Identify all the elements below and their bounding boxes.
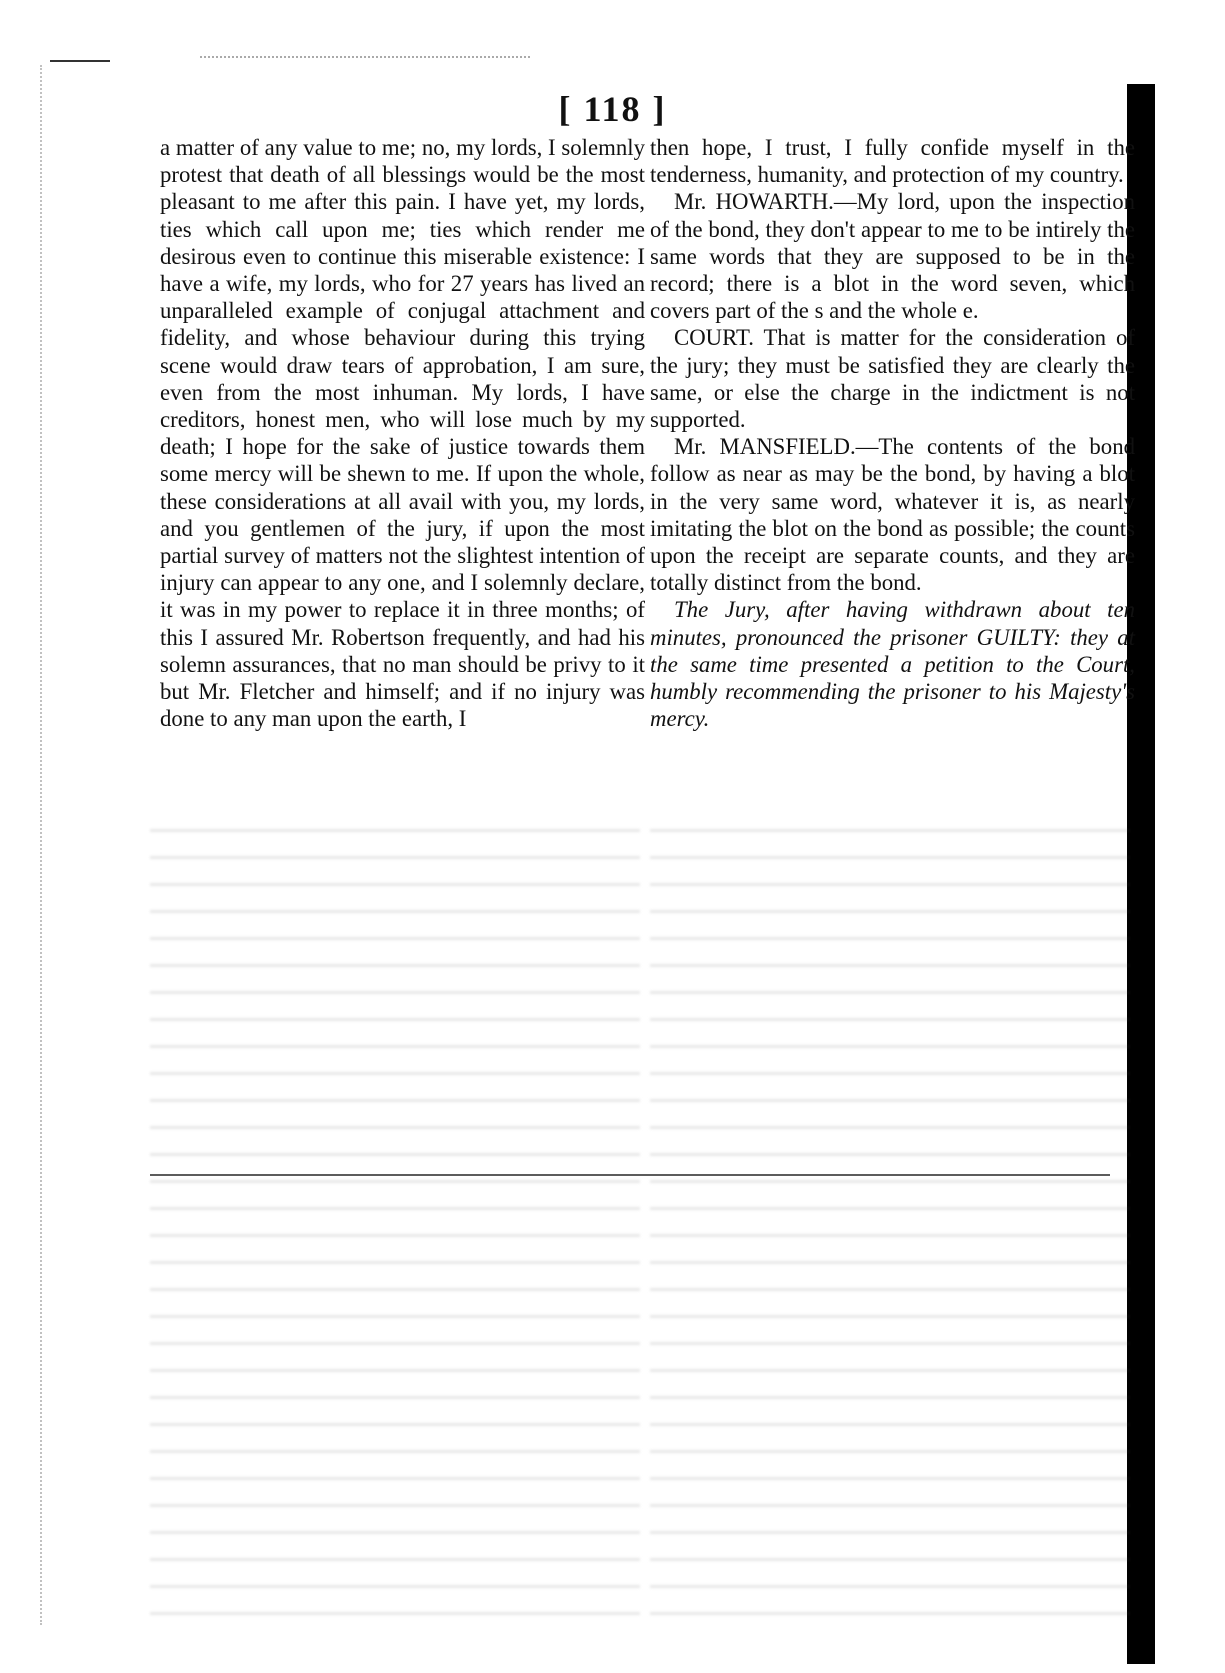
paragraph-court: COURT. That is matter for the consideration of the jury; they must be satisfied they are clearly the same, or else the charge in the indictment is not supported. [650,325,1135,433]
left-column [160,134,645,732]
paragraph-verdict: The Jury, after having withdrawn about ten minutes, pronounced the prisoner GUILTY: they at the same time presented a petition to the Court, humbly recommending the prisoner to his Majesty's mercy. [650,597,1135,732]
bleed-through-area [150,815,1130,1635]
scan-edge-marks [40,65,52,1625]
page-number: [ 118 ] [558,89,667,129]
paragraph-howarth: Mr. HOWARTH.—My lord, upon the inspection of the bond, they don't appear to me to be intirely the same words that they are supposed to be in the record; there is a blot in the word seven, which covers part of the s and the whole e. [650,189,1135,324]
top-dotted-rule [200,56,530,58]
left-paragraph: a matter of any value to me; no, my lords, I solemnly protest that death of all blessings would be the most pleasant to me after this pain. I have yet, my lords, ties which call upon me; ties which render me desirous even to continue this miserable existence: I have a wife, my lords, who for 27 years has lived an unparalleled example of conjugal attachment and fidelity, and whose behaviour during this trying scene would draw tears of approbation, I am sure, even from the most inhuman. My lords, I have creditors, honest men, who will lose much by my death; I hope for the sake of justice towards them some mercy will be shewn to me. If upon the whole, these considerations at all avail with you, my lords, and you gentlemen of the jury, if upon the most partial survey of matters not the slightest intention of injury can appear to any one, and I solemnly declare, it was in my power to replace it in three months; of this I assured Mr. Robertson frequently, and had his solemn assurances, that no man should be privy to it but Mr. Fletcher and himself; and if no injury was done to any man upon the earth, I [160,135,645,732]
paragraph-continuation: then hope, I trust, I fully confide myself in the tenderness, humanity, and protection of my country. [650,135,1135,188]
right-column [650,134,1135,732]
paragraph-mansfield: Mr. MANSFIELD.—The contents of the bond follow as near as may be the bond, by having a blot in the very same word, whatever it is, as nearly imitating the blot on the bond as possible; the counts upon the receipt are separate counts, and they are totally distinct from the bond. [650,434,1135,596]
bleed-through-rule [150,1174,1110,1176]
top-rule [50,60,110,62]
